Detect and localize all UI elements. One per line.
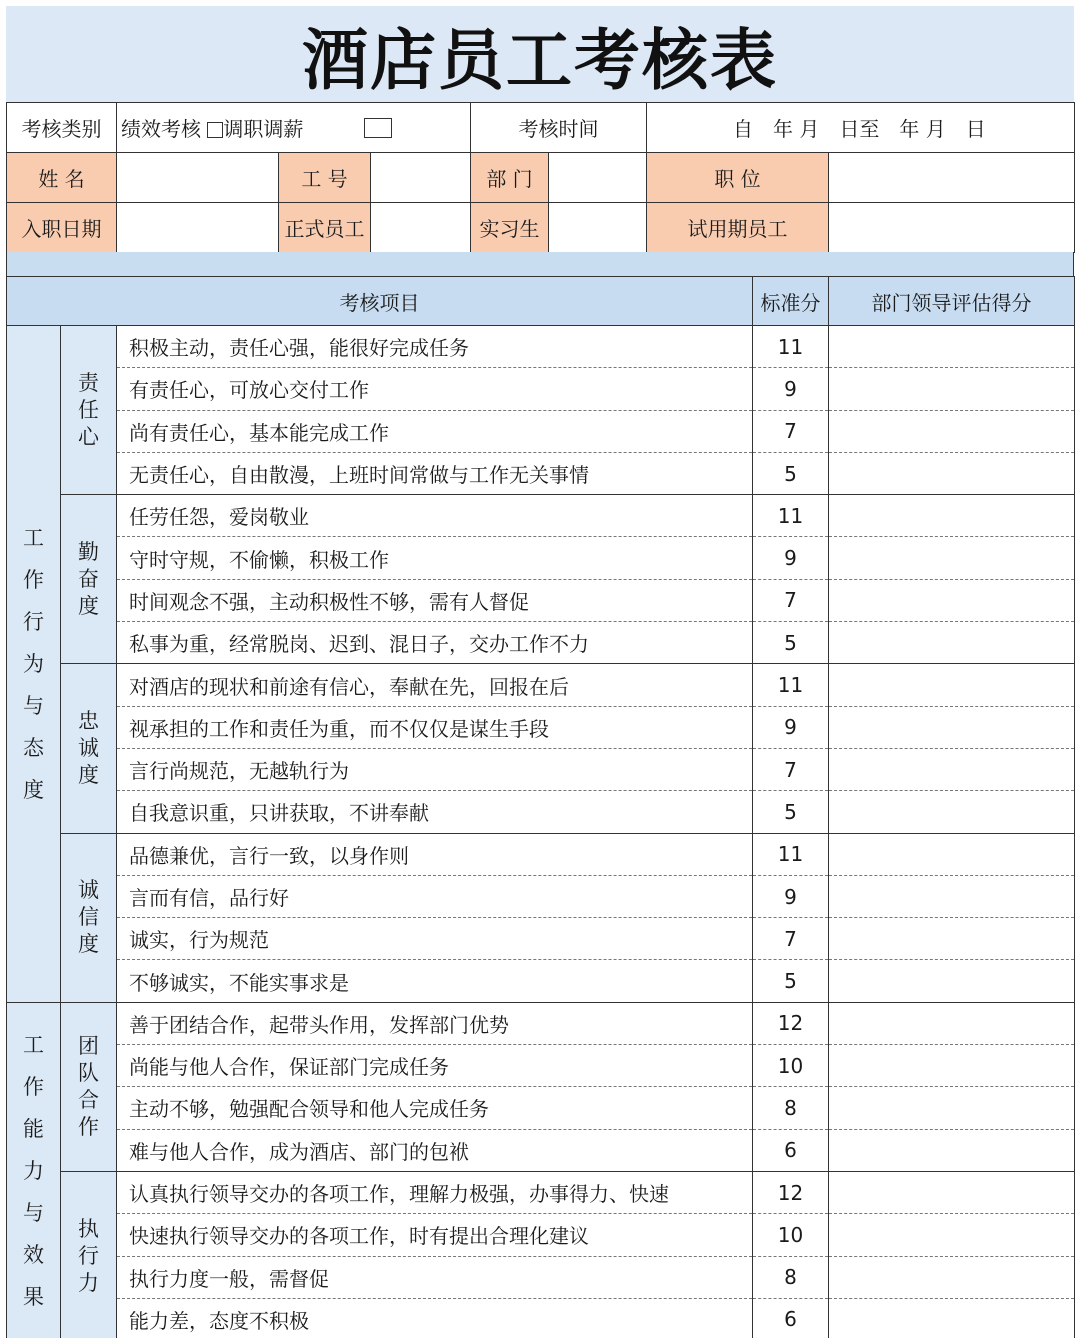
- eval-score-field[interactable]: [829, 1171, 1075, 1213]
- eval-score-field[interactable]: [829, 368, 1075, 410]
- criteria-text: 主动不够，勉强配合领导和他人完成任务: [117, 1087, 753, 1129]
- intern-field[interactable]: [549, 203, 647, 253]
- table-row: [7, 452, 1075, 494]
- standard-score: 11: [753, 664, 829, 706]
- criteria-text: 认真执行领导交办的各项工作，理解力极强，办事得力、快速: [117, 1171, 753, 1213]
- name-label: 姓 名: [7, 153, 117, 203]
- standard-score: 8: [753, 1256, 829, 1298]
- eval-score-field[interactable]: [829, 622, 1075, 664]
- group-label-text: 诚信度: [78, 878, 99, 957]
- section-label-text: 工作能力与效果: [23, 1033, 44, 1310]
- criteria-text: 品德兼优，言行一致，以身作则: [117, 833, 753, 875]
- eval-score-field[interactable]: [829, 875, 1075, 917]
- criteria-text: 能力差，态度不积极: [117, 1298, 753, 1338]
- table-row: [7, 1171, 1075, 1213]
- table-row: [7, 1087, 1075, 1129]
- option-transfer-label: 调职调薪: [223, 117, 304, 141]
- standard-score: 10: [753, 1045, 829, 1087]
- eval-score-field[interactable]: [829, 579, 1075, 621]
- section-label: [7, 326, 61, 1003]
- standard-score: 9: [753, 875, 829, 917]
- group-label: [61, 326, 117, 495]
- group-label-text: 团队合作: [78, 1033, 99, 1139]
- criteria-text: 无责任心，自由散漫，上班时间常做与工作无关事情: [117, 452, 753, 494]
- table-row: [7, 1002, 1075, 1044]
- hire-date-label: 入职日期: [7, 203, 117, 253]
- criteria-text: 尚有责任心，基本能完成工作: [117, 410, 753, 452]
- table-row: [7, 748, 1075, 790]
- criteria-text: 尚能与他人合作，保证部门完成任务: [117, 1045, 753, 1087]
- eval-score-field[interactable]: [829, 452, 1075, 494]
- id-label: 工 号: [279, 153, 371, 203]
- criteria-text: 难与他人合作，成为酒店、部门的包袱: [117, 1129, 753, 1171]
- group-label-text: 勤奋度: [78, 539, 99, 618]
- eval-score-field[interactable]: [829, 1045, 1075, 1087]
- criteria-text: 私事为重，经常脱岗、迟到、混日子，交办工作不力: [117, 622, 753, 664]
- group-label-text: 执行力: [78, 1216, 99, 1295]
- criteria-text: 守时守规，不偷懒，积极工作: [117, 537, 753, 579]
- table-row: [7, 1045, 1075, 1087]
- col-standard-header: 标准分: [753, 277, 829, 326]
- standard-score: 7: [753, 918, 829, 960]
- standard-score: 9: [753, 368, 829, 410]
- group-label: [61, 1171, 117, 1338]
- standard-score: 5: [753, 622, 829, 664]
- table-row: [7, 622, 1075, 664]
- table-row: [7, 833, 1075, 875]
- criteria-text: 言行尚规范，无越轨行为: [117, 748, 753, 790]
- eval-score-field[interactable]: [829, 1129, 1075, 1171]
- standard-score: 9: [753, 706, 829, 748]
- standard-score: 7: [753, 410, 829, 452]
- section-separator: [6, 252, 1074, 276]
- standard-score: 7: [753, 579, 829, 621]
- page-title: 酒店员工考核表: [302, 21, 778, 99]
- eval-score-field[interactable]: [829, 1087, 1075, 1129]
- table-row: [7, 1214, 1075, 1256]
- criteria-text: 不够诚实，不能实事求是: [117, 960, 753, 1002]
- criteria-text: 善于团结合作，起带头作用，发挥部门优势: [117, 1002, 753, 1044]
- criteria-text: 有责任心，可放心交付工作: [117, 368, 753, 410]
- eval-score-field[interactable]: [829, 1298, 1075, 1338]
- table-row: [7, 918, 1075, 960]
- table-row: [7, 664, 1075, 706]
- standard-score: 6: [753, 1129, 829, 1171]
- eval-score-field[interactable]: [829, 833, 1075, 875]
- criteria-text: 执行力度一般，需督促: [117, 1256, 753, 1298]
- standard-score: 9: [753, 537, 829, 579]
- criteria-text: 自我意识重，只讲获取，不讲奉献: [117, 791, 753, 833]
- eval-score-field[interactable]: [829, 1256, 1075, 1298]
- group-label-text: 忠诚度: [78, 708, 99, 787]
- group-label: [61, 833, 117, 1002]
- hire-date-field[interactable]: [117, 203, 279, 253]
- criteria-text: 任劳任怨，爱岗敬业: [117, 495, 753, 537]
- name-field[interactable]: [117, 153, 279, 203]
- standard-score: 5: [753, 960, 829, 1002]
- standard-score: 7: [753, 748, 829, 790]
- eval-score-field[interactable]: [829, 918, 1075, 960]
- table-row: [7, 495, 1075, 537]
- criteria-text: 诚实，行为规范: [117, 918, 753, 960]
- time-label: 考核时间: [471, 103, 647, 153]
- time-value[interactable]: 自 年 月 日至 年 月 日: [647, 103, 1075, 153]
- table-row: [7, 368, 1075, 410]
- table-row: [7, 537, 1075, 579]
- eval-score-field[interactable]: [829, 664, 1075, 706]
- eval-score-field[interactable]: [829, 748, 1075, 790]
- group-label: [61, 1002, 117, 1171]
- regular-field[interactable]: [371, 203, 471, 253]
- table-row: [7, 1256, 1075, 1298]
- standard-score: 8: [753, 1087, 829, 1129]
- section-label: [7, 1002, 61, 1338]
- performance-checkbox[interactable]: [207, 122, 223, 138]
- section-label-text: 工作行为与态度: [23, 525, 44, 802]
- standard-score: 6: [753, 1298, 829, 1338]
- option-performance-label: 绩效考核: [121, 117, 201, 141]
- table-row: [7, 875, 1075, 917]
- title-bar: [6, 6, 1074, 102]
- category-label: 考核类别: [7, 103, 117, 153]
- standard-score: 12: [753, 1171, 829, 1213]
- probation-field[interactable]: [829, 203, 1075, 253]
- regular-label: 正式员工: [279, 203, 371, 253]
- col-eval-header: 部门领导评估得分: [829, 277, 1075, 326]
- eval-score-field[interactable]: [829, 791, 1075, 833]
- standard-score: 12: [753, 1002, 829, 1044]
- standard-score: 11: [753, 833, 829, 875]
- eval-score-field[interactable]: [829, 495, 1075, 537]
- eval-score-field[interactable]: [829, 326, 1075, 368]
- table-row: [7, 579, 1075, 621]
- eval-score-field[interactable]: [829, 537, 1075, 579]
- eval-score-field[interactable]: [829, 1002, 1075, 1044]
- criteria-text: 积极主动，责任心强，能很好完成任务: [117, 326, 753, 368]
- criteria-text: 视承担的工作和责任为重，而不仅仅是谋生手段: [117, 706, 753, 748]
- eval-score-field[interactable]: [829, 706, 1075, 748]
- category-options: [117, 103, 471, 153]
- intern-label: 实习生: [471, 203, 549, 253]
- employee-info-table: [6, 102, 1075, 253]
- table-row: [7, 1298, 1075, 1338]
- group-label: [61, 495, 117, 664]
- table-row: [7, 1129, 1075, 1171]
- id-field[interactable]: [371, 153, 471, 203]
- standard-score: 11: [753, 326, 829, 368]
- table-row: [7, 326, 1075, 368]
- eval-score-field[interactable]: [829, 1214, 1075, 1256]
- dept-field[interactable]: [549, 153, 647, 203]
- evaluation-table: [6, 276, 1075, 1338]
- table-row: [7, 791, 1075, 833]
- probation-label: 试用期员工: [647, 203, 829, 253]
- col-item-header: 考核项目: [7, 277, 753, 326]
- position-field[interactable]: [829, 153, 1075, 203]
- table-row: [7, 410, 1075, 452]
- criteria-text: 对酒店的现状和前途有信心，奉献在先，回报在后: [117, 664, 753, 706]
- criteria-text: 时间观念不强，主动积极性不够，需有人督促: [117, 579, 753, 621]
- position-label: 职 位: [647, 153, 829, 203]
- transfer-checkbox[interactable]: [364, 118, 392, 138]
- standard-score: 10: [753, 1214, 829, 1256]
- table-row: [7, 960, 1075, 1002]
- criteria-text: 言而有信，品行好: [117, 875, 753, 917]
- group-label-text: 责任心: [78, 370, 99, 449]
- standard-score: 5: [753, 791, 829, 833]
- dept-label: 部 门: [471, 153, 549, 203]
- standard-score: 5: [753, 452, 829, 494]
- criteria-text: 快速执行领导交办的各项工作，时有提出合理化建议: [117, 1214, 753, 1256]
- standard-score: 11: [753, 495, 829, 537]
- eval-score-field[interactable]: [829, 960, 1075, 1002]
- group-label: [61, 664, 117, 833]
- table-row: [7, 706, 1075, 748]
- eval-score-field[interactable]: [829, 410, 1075, 452]
